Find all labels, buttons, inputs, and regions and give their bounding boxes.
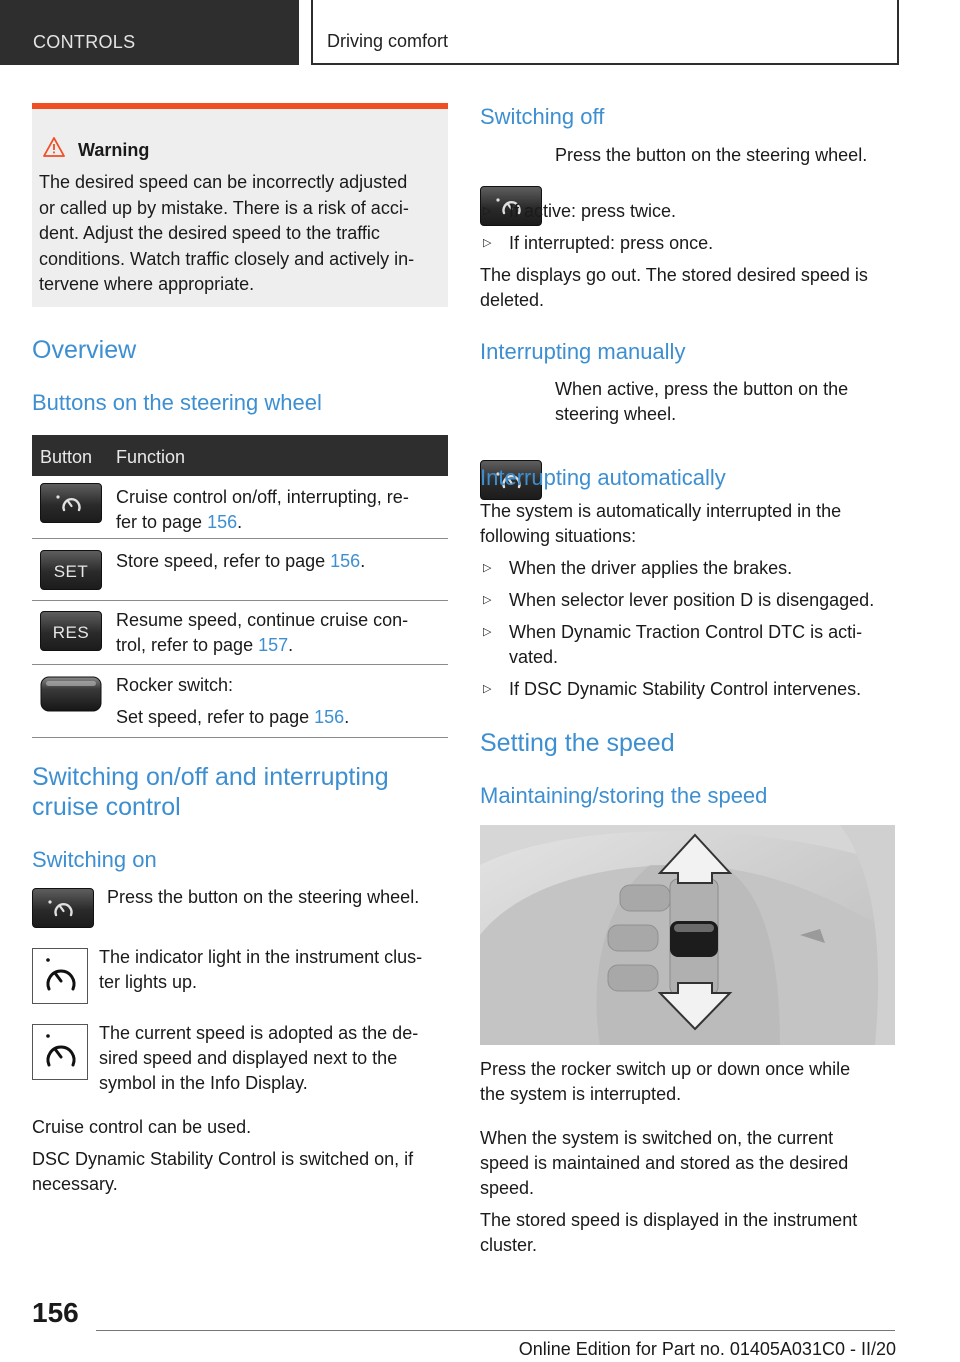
indicator-text-1: The indicator light in the instrument clus- ter lights up. [99,947,423,992]
footer-divider [96,1330,895,1331]
switching-off-para: The displays go out. The stored desired speed is deleted. [480,265,868,310]
set-button-icon: SET [40,550,102,590]
switching-off-heading: Switching off [480,104,605,129]
warning-triangle-icon [43,137,65,157]
switching-on-heading: Switching on [32,847,157,872]
row-function-text: Resume speed, continue cruise con- trol, refer to page 157. [116,610,409,655]
setting-para-1: Press the rocker switch up or down once while the system is interrupted. [480,1059,851,1104]
triangle-bullet-icon: ▷ [483,594,492,606]
page-number: 156 [32,1297,79,1328]
page-link[interactable]: 156 [314,707,345,727]
warning-box [32,103,448,307]
rocker-switch-icon [40,674,102,714]
row-function-text: Store speed, refer to page 156. [116,551,366,571]
triangle-bullet-icon: ▷ [483,626,492,638]
cruise-control-button-icon [40,483,102,523]
footer-edition: Online Edition for Part no. 01405A031C0 - II/20 [518,1339,896,1359]
indicator-text-2: The current speed is adopted as the de- sired speed and displayed next to the symbol in the Info Display. [99,1023,419,1093]
list-item: ▷ When selector lever position D is disengaged. [483,590,875,610]
table-row [32,601,448,665]
table-row [32,665,448,738]
header-section-label: CONTROLS [33,32,136,52]
page-link[interactable]: 156 [207,512,238,532]
setting-para-3: The stored speed is displayed in the instrument cluster. [480,1210,858,1255]
switching-on-para-2: DSC Dynamic Stability Control is switched on, if necessary. [32,1149,414,1194]
page-link[interactable]: 157 [258,635,289,655]
triangle-bullet-icon: ▷ [483,237,492,249]
overview-heading: Overview [32,336,137,364]
setting-para-2: When the system is switched on, the current speed is maintained and stored as the desired speed. [480,1128,849,1198]
header-chapter-label: Driving comfort [327,31,449,51]
col-header-button: Button [40,447,93,467]
switching-off-button-text: Press the button on the steering wheel. [555,145,868,165]
row-function-text: Cruise control on/off, interrupting, re- fer to page 156. [116,487,409,532]
triangle-bullet-icon: ▷ [483,683,492,695]
list-item: ▷ When Dynamic Traction Control DTC is acti- vated. [483,622,863,667]
warning-title: Warning [78,140,150,160]
interrupting-automatically-intro: The system is automatically interrupted in the following situations: [480,501,842,546]
table-row [32,539,448,601]
cruise-indicator-icon [32,1024,88,1080]
header-chapter-tab [311,0,899,65]
list-item: ▷ If interrupted: press once. [483,233,714,253]
cruise-indicator-icon [32,948,88,1004]
warning-text: The desired speed can be incorrectly adjusted or called up by mistake. There is a risk of acci- dent. Adjust the desired speed to the traffic conditions. Watch traffic closely and actively in- tervene where appropriate. [39,172,415,294]
row-function-text: Rocker switch: Set speed, refer to page 156. [116,675,350,727]
cruise-control-button-icon [32,888,94,928]
triangle-bullet-icon: ▷ [483,562,492,574]
switching-on-button-text: Press the button on the steering wheel. [107,887,420,907]
steering-wheel-rocker-switch-image [480,825,895,1045]
switching-off-list [480,199,896,256]
maintaining-speed-subheading: Maintaining/storing the speed [480,783,768,808]
interrupting-manually-heading: Interrupting manually [480,339,686,364]
buttons-subheading: Buttons on the steering wheel [32,390,322,415]
triangle-bullet-icon: ▷ [483,205,492,217]
header-section-tab [0,0,299,65]
list-item: ▷ If DSC Dynamic Stability Control intervenes. [483,679,862,699]
table-row [32,476,448,539]
buttons-table [32,435,448,738]
switching-on-para-1: Cruise control can be used. [32,1117,252,1137]
col-header-function: Function [116,447,186,467]
list-item: ▷ When the driver applies the brakes. [483,558,793,578]
setting-speed-heading: Setting the speed [480,729,675,757]
res-button-icon: RES [40,611,102,651]
interrupting-automatically-heading: Interrupting automatically [480,465,726,490]
list-item: ▷ If active: press twice. [483,201,677,221]
table-header [32,435,448,476]
switching-heading: Switching on/off and interrupting cruise control [32,763,389,821]
page-link[interactable]: 156 [330,551,361,571]
interrupting-automatically-list [480,556,900,702]
interrupting-manually-text: When active, press the button on the steering wheel. [555,379,849,424]
